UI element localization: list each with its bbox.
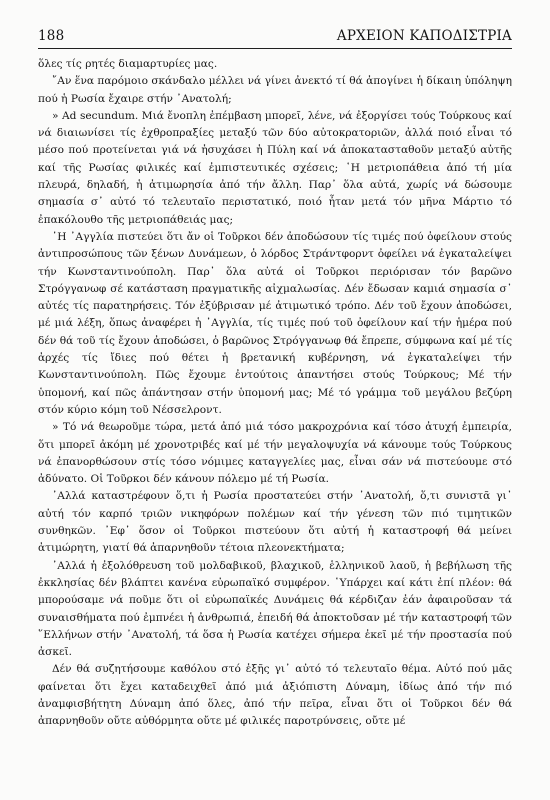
paragraph: ᾿Αλλά καταστρέφουν ὅ,τι ἡ Ρωσία προστατεύει στήν ᾿Ανατολή, ὅ,τι συνιστᾶ γι᾽ αὐτή τόν καρπό τριῶν νικηφόρων πολέμων καί τήν γένεση τῶν πιό τιμητικῶν συνθηκῶν. ᾿Εφ᾽ ὅσον οἱ Τοῦρκοι πιστεύουν ὅτι αὐτή ἡ καταστροφή θά μείνει ἀτιμώρητη, γιατί θά ἀπαρνηθοῦν τέτοια πλεονεκτήματα; [38,490,512,555]
paragraph: ᾿Αλλά ἡ ἐξολόθρευση τοῦ μολδαβικοῦ, βλαχικοῦ, ἑλληνικοῦ λαοῦ, ἡ βεβήλωση τῆς ἐκκλησίας δέν βλάπτει κανένα εὐρωπαϊκό συμφέρον. ῾Υπάρχει καί κάτι ἐπί πλέον: θά μπορούσαμε νά ποῦμε ὅτι οἱ εὐρωπαϊκές Δυνάμεις θά κέρδιζαν ἐάν ἀφαιροῦσαν τά συναισθήματα πού ἐμπνέει ἡ ἀνθρωπιά, ἐπειδή θά ἀποκτοῦσαν μέ τήν καταστροφή τῶν ῞Ελλήνων στήν ᾿Ανατολή, τά ὅσα ἡ Ρωσία κατέχει σήμερα ἐκεῖ μέ τήν προστασία πού ἀσκεῖ. [38,559,512,659]
page-header [38,28,512,50]
body-text [38,56,512,731]
running-title: ΑΡΧΕΙΟΝ ΚΑΠΟΔΙΣΤΡΙΑ [336,28,512,44]
page-number: 188 [38,28,65,44]
header-rule [38,48,512,49]
paragraph: ῾Η ᾿Αγγλία πιστεύει ὅτι ἄν οἱ Τοῦρκοι δέν ἀποδώσουν τίς τιμές πού ὀφείλουν στούς ἀντιπροσώπους τῶν ξένων Δυνάμεων, ὁ λόρδος Στράντφορντ ὀφείλει νά ἐγκαταλείψει τήν Κωνσταντινούπολη. Παρ᾽ ὅλα αὐτά οἱ Τοῦρκοι περιόρισαν τόν βαρῶνο Στρόγγανωφ σέ κατάσταση πραγματικῆς αἰχμαλωσίας. Δέν ἔδωσαν καμιά σημασία σ᾽ αὐτές τίς παρατηρήσεις. Τόν ἐξύβρισαν μέ ἀτιμωτικό τρόπο. Δέν τοῦ ἔχουν ἀποδώσει, μέ μιά λέξη, ὅπως ἀναφέρει ἡ ᾿Αγγλία, τίς τιμές πού τοῦ ὀφείλουν καί τήν ἡμέρα πού δέν θά τοῦ τίς ἔχουν ἀποδώσει, ὁ βαρῶνος Στρόγγανωφ θά ἔπρεπε, σύμφωνα καί μέ τίς ἀρχές τίς ἴδιες πού θέτει ἡ βρετανική κυβέρνηση, νά ἐγκαταλείψει τήν Κωνσταντινούπολη. Πῶς ἔχουμε ἐντούτοις ἀπαντήσει στούς Τούρκους; Μέ τήν ὑπομονή, καί πῶς ἀπάντησαν στήν ὑπομονή μας; Μέ τό γράμμα τοῦ μεγάλου βεζύρη στόν κύριο κόμη τοῦ Νέσσελροντ. [38,230,512,416]
paragraph: » Τό νά θεωροῦμε τώρα, μετά ἀπό μιά τόσο μακροχρόνια καί τόσο ἀτυχή ἐμπειρία, ὅτι μπορεῖ ἀκόμη μέ χρονοτριβές καί μέ τήν μεγαλοψυχία νά κάνουμε τούς Τούρκους νά ἐπανορθώσουν στίς τόσο νόμιμες καταγγελίες μας, εἶναι σάν νά πιστεύουμε στό ἀδύνατο. Οἱ Τοῦρκοι δέν κάνουν πόλεμο μέ τή Ρωσία. [38,421,512,486]
paragraph: » Ad secundum. Μιά ἔνοπλη ἐπέμβαση μπορεῖ, λένε, νά ἐξοργίσει τούς Τούρκους καί νά διαιωνίσει τίς ἐχθροπραξίες μεταξύ τῶν δύο αὐτοκρατοριῶν, ἀλλά ποιό εἶναι τό μέσο πού προτείνεται γιά νά ἡσυχάσει ἡ Πύλη καί νά ἀποκατασταθοῦν μεταξύ αὐτῆς καί τῆς Ρωσίας φιλικές καί ἐμπιστευτικές σχέσεις; ῾Η μετριοπάθεια ἀπό τή μία πλευρά, δηλαδή, ἡ ἀτιμωρησία ἀπό τήν ἄλλη. Παρ᾽ ὅλα αὐτά, χωρίς νά δώσουμε σημασία σ᾽ αὐτό τό τελευταῖο περιστατικό, ποιό ἦταν μετά τόν μῆνα Μάρτιο τό ἐπακόλουθο τῆς μετριοπάθειάς μας; [38,109,512,226]
paragraph: ῎Αν ἕνα παρόμοιο σκάνδαλο μέλλει νά γίνει ἀνεκτό τί θά ἀπογίνει ἡ δίκαιη ὑπόληψη πού ἡ Ρωσία ἔχαιρε στήν ᾿Ανατολή; [38,75,512,105]
paragraph: Δέν θά συζητήσουμε καθόλου στό ἑξῆς γι᾽ αὐτό τό τελευταῖο θέμα. Αὐτό πού μᾶς φαίνεται ὅτι ἔχει καταδειχθεῖ ἀπό μιά ἀξιόπιστη Δύναμη, ἰδίως ἀπό τήν πιό ἀναμφισβήτητη Δύναμη ἀπό ὅλες, ἀπό τήν πεῖρα, εἶναι ὅτι οἱ Τοῦρκοι δέν θά ἀπαρνηθοῦν οὔτε αὐθόρμητα οὔτε μέ φιλικές παροτρύνσεις, οὔτε μέ [38,663,512,728]
paragraph: ὅλες τίς ρητές διαμαρτυρίες μας. [38,58,218,70]
